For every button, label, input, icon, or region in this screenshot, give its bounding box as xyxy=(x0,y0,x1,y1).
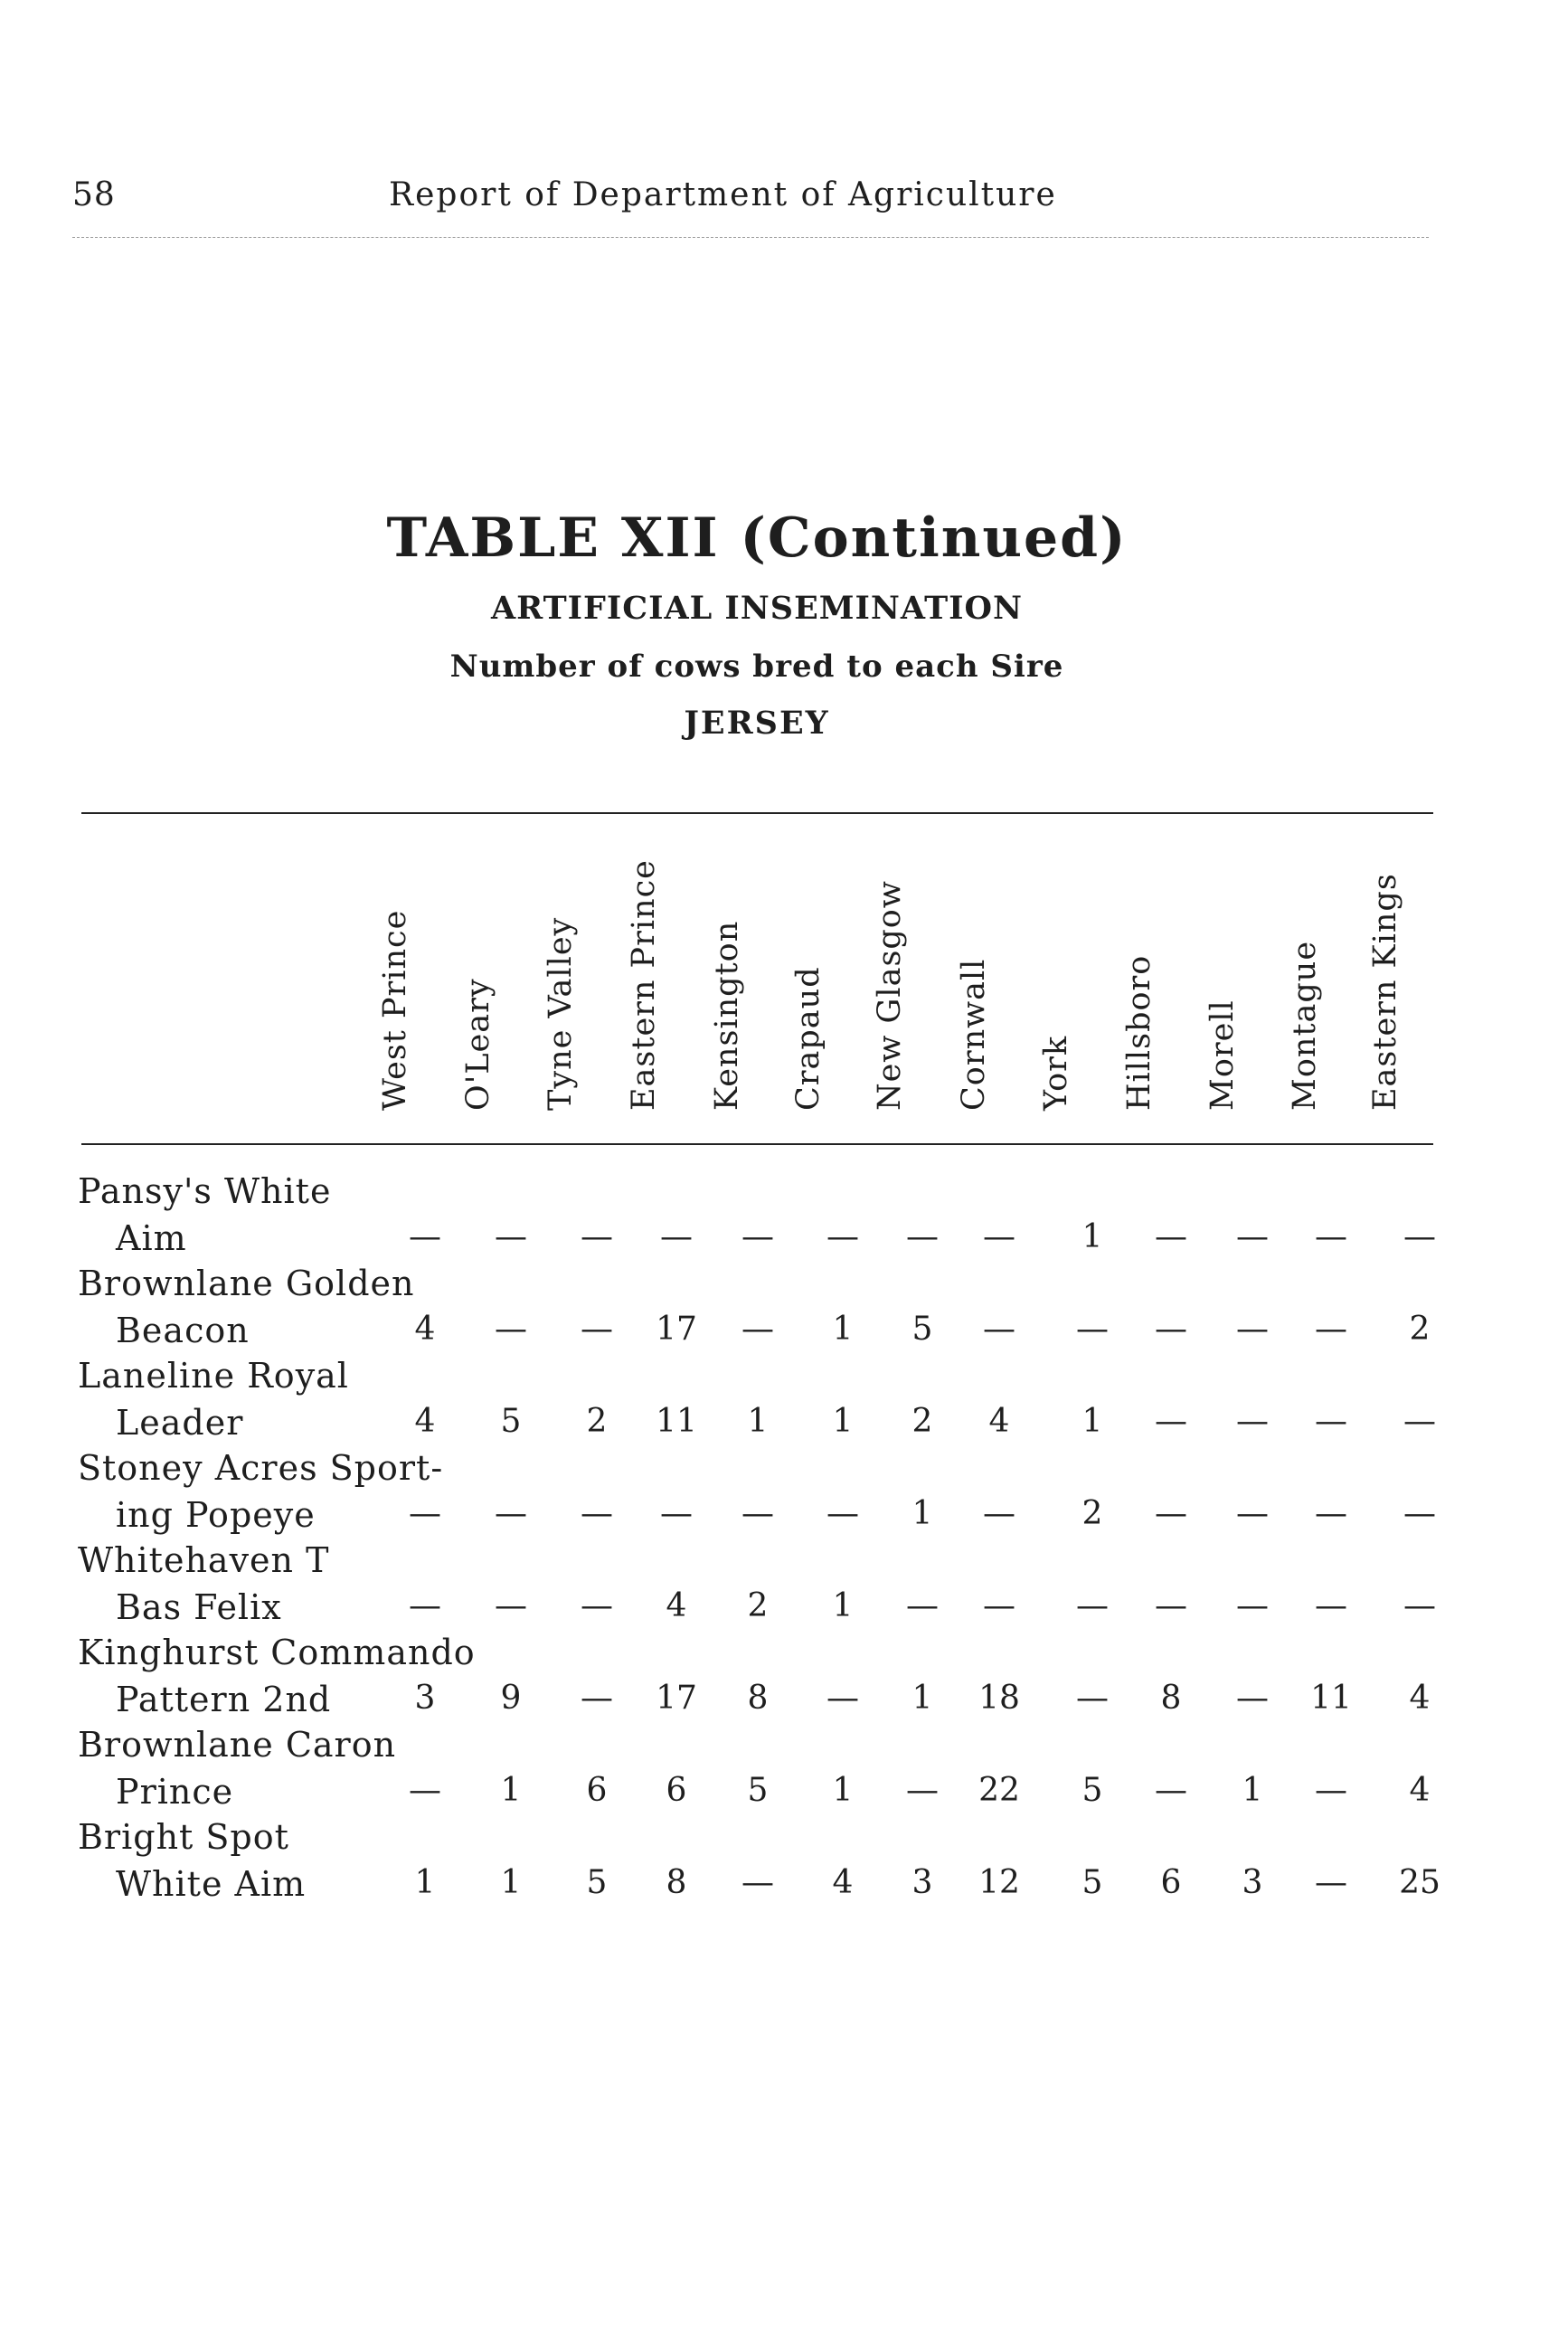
page-number: 58 xyxy=(72,176,116,213)
table-cell: — xyxy=(495,1495,527,1532)
table-cell: 5 xyxy=(586,1864,608,1901)
table-subtitle: ARTIFICIAL INSEMINATION xyxy=(490,590,1023,627)
table-cell: — xyxy=(1315,1495,1347,1532)
table-cell: — xyxy=(1403,1218,1436,1255)
table-cell: 2 xyxy=(586,1403,608,1440)
sire-name-line2: Leader xyxy=(116,1403,244,1443)
table-top-rule xyxy=(81,812,1433,814)
table-cell: 1 xyxy=(747,1403,769,1440)
column-header-label: York xyxy=(1038,1035,1074,1111)
column-header-label: Montague xyxy=(1287,940,1323,1111)
sire-name-line1: Laneline Royal xyxy=(78,1356,349,1396)
sire-name-line1: Kinghurst Commando xyxy=(78,1633,476,1672)
table-cell: — xyxy=(827,1680,859,1717)
sire-name-line1: Bright Spot xyxy=(78,1817,289,1857)
table-cell: — xyxy=(983,1495,1015,1532)
table-cell: 25 xyxy=(1399,1864,1440,1901)
table-cell: — xyxy=(581,1218,613,1255)
table-cell: — xyxy=(906,1772,939,1809)
sire-name-line2: Prince xyxy=(116,1772,234,1812)
table-row xyxy=(0,1540,1568,1631)
table-cell: — xyxy=(1236,1403,1269,1440)
table-cell: 2 xyxy=(1082,1495,1103,1532)
table-cell: 5 xyxy=(912,1311,933,1348)
table-cell: 2 xyxy=(747,1587,769,1624)
table-cell: — xyxy=(660,1218,693,1255)
table-row xyxy=(0,1725,1568,1815)
table-cell: — xyxy=(1236,1218,1269,1255)
breed-heading: JERSEY xyxy=(684,705,830,742)
table-cell: — xyxy=(1155,1218,1187,1255)
table-cell: — xyxy=(906,1587,939,1624)
table-cell: 6 xyxy=(586,1772,608,1809)
table-cell: — xyxy=(1155,1495,1187,1532)
table-cell: 5 xyxy=(500,1403,522,1440)
column-header-label: O'Leary xyxy=(460,978,496,1111)
sire-name-line2: Beacon xyxy=(116,1311,250,1350)
table-cell: 1 xyxy=(1082,1218,1103,1255)
table-cell: — xyxy=(983,1311,1015,1348)
table-cell: 4 xyxy=(666,1587,687,1624)
table-cell: 4 xyxy=(414,1403,436,1440)
running-head xyxy=(72,176,1432,231)
table-cell: — xyxy=(409,1772,441,1809)
table-cell: 4 xyxy=(1409,1772,1431,1809)
table-cell: — xyxy=(1155,1772,1187,1809)
table-cell: — xyxy=(1076,1587,1109,1624)
table-cell: 2 xyxy=(1409,1311,1431,1348)
table-cell: — xyxy=(741,1311,774,1348)
table-cell: — xyxy=(1236,1311,1269,1348)
table-cell: 3 xyxy=(1242,1864,1263,1901)
table-cell: 5 xyxy=(1082,1864,1103,1901)
table-cell: — xyxy=(983,1587,1015,1624)
table-row xyxy=(0,1264,1568,1354)
table-cell: 12 xyxy=(978,1864,1020,1901)
table-cell: — xyxy=(409,1495,441,1532)
table-cell: 17 xyxy=(656,1680,697,1717)
table-cell: 4 xyxy=(414,1311,436,1348)
table-cell: — xyxy=(581,1311,613,1348)
table-cell: — xyxy=(660,1495,693,1532)
sire-name-line2: Bas Felix xyxy=(116,1587,282,1627)
table-cell: 1 xyxy=(912,1680,933,1717)
table-cell: 6 xyxy=(666,1772,687,1809)
table-header-rule xyxy=(81,1143,1433,1145)
table-cell: — xyxy=(827,1495,859,1532)
table-caption: Number of cows bred to each Sire xyxy=(449,649,1064,685)
table-cell: 6 xyxy=(1160,1864,1182,1901)
table-cell: — xyxy=(1155,1311,1187,1348)
table-cell: — xyxy=(581,1495,613,1532)
table-cell: — xyxy=(495,1218,527,1255)
table-cell: 1 xyxy=(832,1772,854,1809)
sire-name-line2: Pattern 2nd xyxy=(116,1680,332,1719)
sire-name-line1: Stoney Acres Sport- xyxy=(78,1448,444,1488)
table-cell: 1 xyxy=(912,1495,933,1532)
table-cell: 1 xyxy=(1242,1772,1263,1809)
table-cell: — xyxy=(1315,1403,1347,1440)
table-cell: 17 xyxy=(656,1311,697,1348)
table-cell: — xyxy=(581,1680,613,1717)
title-block xyxy=(0,507,1568,742)
sire-name-line2: White Aim xyxy=(116,1864,307,1904)
table-cell: — xyxy=(581,1587,613,1624)
table-cell: — xyxy=(409,1587,441,1624)
table-cell: 1 xyxy=(500,1772,522,1809)
table-cell: — xyxy=(1315,1587,1347,1624)
column-header-label: Hillsboro xyxy=(1121,954,1157,1111)
column-header-label: Crapaud xyxy=(790,966,827,1111)
table-cell: — xyxy=(827,1218,859,1255)
column-header-label: Kensington xyxy=(709,920,745,1111)
table-cell: — xyxy=(495,1311,527,1348)
header-divider xyxy=(72,237,1429,238)
sire-name-line1: Brownlane Golden xyxy=(78,1264,415,1303)
table-cell: — xyxy=(983,1218,1015,1255)
table-cell: — xyxy=(1403,1495,1436,1532)
table-cell: — xyxy=(741,1495,774,1532)
table-cell: — xyxy=(1155,1403,1187,1440)
running-title: Report of Department of Agriculture xyxy=(389,176,1057,213)
table-cell: — xyxy=(741,1218,774,1255)
table-row xyxy=(0,1817,1568,1908)
table-cell: 1 xyxy=(1082,1403,1103,1440)
table-cell: 2 xyxy=(912,1403,933,1440)
table-cell: 1 xyxy=(832,1587,854,1624)
column-header-label: New Glasgow xyxy=(872,880,908,1111)
table-cell: 22 xyxy=(978,1772,1020,1809)
column-header-label: Morell xyxy=(1204,999,1241,1111)
column-header-label: Tyne Valley xyxy=(543,916,579,1111)
column-header-label: Cornwall xyxy=(956,958,992,1111)
sire-name-line1: Pansy's White xyxy=(78,1171,332,1211)
table-cell: 9 xyxy=(500,1680,522,1717)
table-cell: — xyxy=(1076,1680,1109,1717)
table-cell: 4 xyxy=(988,1403,1010,1440)
table-cell: — xyxy=(1403,1403,1436,1440)
table-cell: — xyxy=(1315,1218,1347,1255)
table-cell: 8 xyxy=(666,1864,687,1901)
table-row xyxy=(0,1171,1568,1262)
column-header-label: Eastern Prince xyxy=(626,859,662,1111)
table-cell: — xyxy=(495,1587,527,1624)
table-cell: 3 xyxy=(912,1864,933,1901)
table-cell: — xyxy=(1315,1864,1347,1901)
table-cell: — xyxy=(1155,1587,1187,1624)
table-cell: — xyxy=(1076,1311,1109,1348)
table-cell: — xyxy=(741,1864,774,1901)
table-cell: — xyxy=(1403,1587,1436,1624)
table-cell: — xyxy=(1236,1680,1269,1717)
table-title: TABLE XII (Continued) xyxy=(386,507,1128,570)
table-cell: 8 xyxy=(1160,1680,1182,1717)
table-cell: 8 xyxy=(747,1680,769,1717)
table-cell: — xyxy=(1315,1311,1347,1348)
table-cell: 1 xyxy=(500,1864,522,1901)
table-cell: 11 xyxy=(656,1403,697,1440)
table-cell: 1 xyxy=(414,1864,436,1901)
table-cell: 5 xyxy=(747,1772,769,1809)
table-cell: 4 xyxy=(1409,1680,1431,1717)
sire-name-line2: ing Popeye xyxy=(116,1495,316,1535)
table-cell: 3 xyxy=(414,1680,436,1717)
table-cell: 1 xyxy=(832,1311,854,1348)
table-cell: 4 xyxy=(832,1864,854,1901)
table-cell: — xyxy=(1236,1587,1269,1624)
table-row xyxy=(0,1356,1568,1446)
sire-name-line2: Aim xyxy=(116,1218,187,1258)
table-row xyxy=(0,1448,1568,1538)
table-cell: — xyxy=(1315,1772,1347,1809)
table-cell: 18 xyxy=(978,1680,1020,1717)
table-cell: — xyxy=(409,1218,441,1255)
table-cell: 5 xyxy=(1082,1772,1103,1809)
column-header-label: Eastern Kings xyxy=(1367,873,1403,1111)
sire-name-line1: Whitehaven T xyxy=(78,1540,330,1580)
table-cell: — xyxy=(1236,1495,1269,1532)
table-cell: 11 xyxy=(1310,1680,1352,1717)
column-header-label: West Prince xyxy=(377,909,413,1111)
table-row xyxy=(0,1633,1568,1723)
table-cell: 1 xyxy=(832,1403,854,1440)
table-cell: — xyxy=(906,1218,939,1255)
sire-name-line1: Brownlane Caron xyxy=(78,1725,397,1765)
